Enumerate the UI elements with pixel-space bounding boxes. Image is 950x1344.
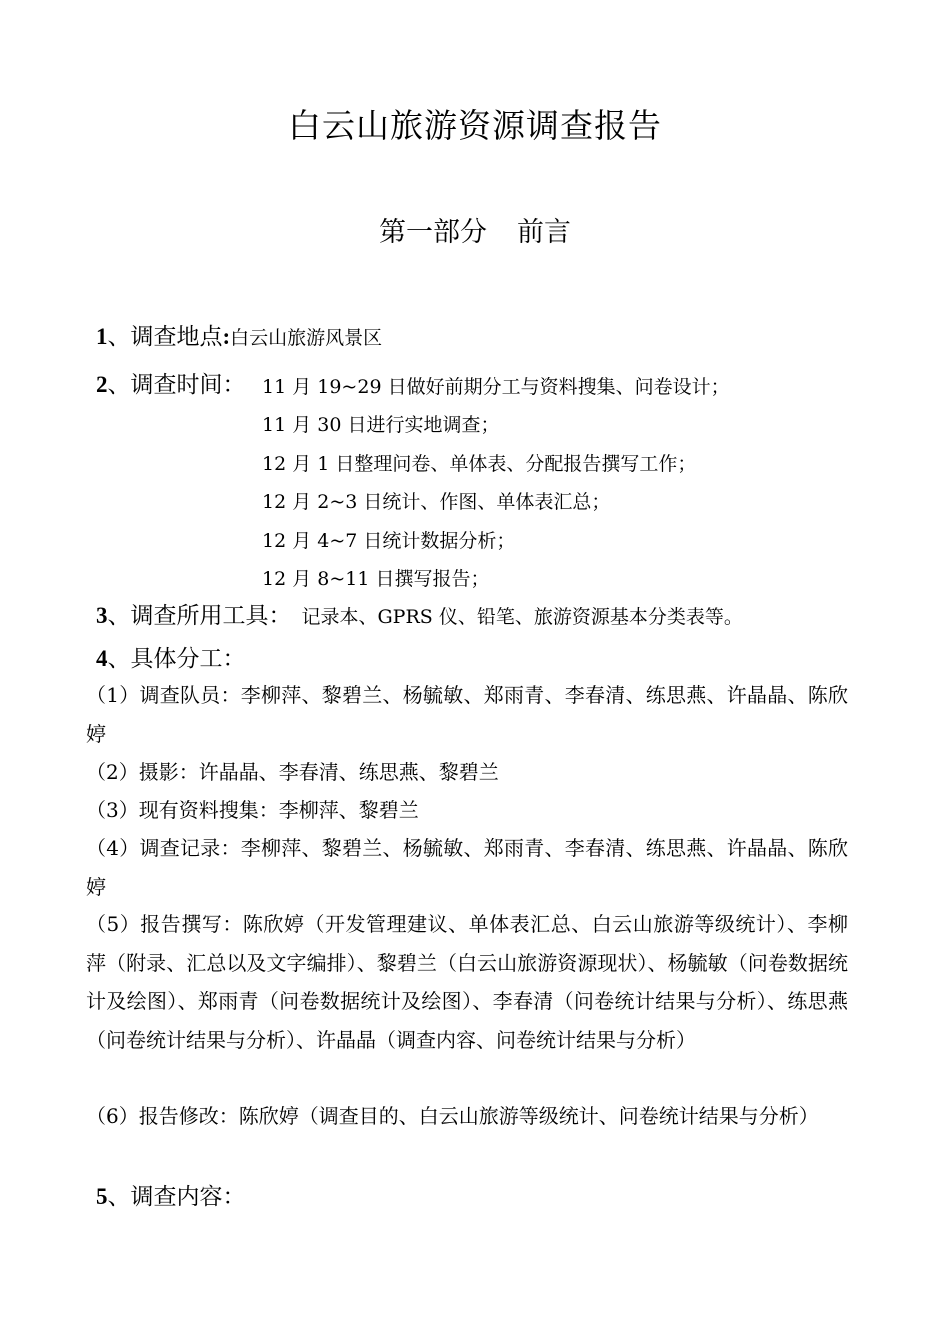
item-label: 、调查时间： [107,372,246,398]
item-number: 4 [96,646,108,671]
item-number: 3 [96,603,108,628]
division-item: （6）报告修改：陈欣婷（调查目的、白云山旅游等级统计、问卷统计结果与分析） [86,1104,819,1128]
schedule-line: 12 月 4~7 日统计数据分析； [262,530,516,552]
item-number: 2 [96,372,108,397]
item-value: 记录本、GPRS 仪、铅笔、旅游资源基本分类表等。 [301,606,743,628]
schedule-line: 11 月 30 日进行实地调查； [262,414,500,436]
division-item: （3）现有资料搜集：李柳萍、黎碧兰 [86,798,419,822]
item-label: 、调查地点 [107,324,223,350]
item-number: 5 [96,1184,108,1209]
item-value: 白云山旅游风景区 [230,327,383,349]
item-division-label [96,640,246,673]
item-colon: : [222,324,231,349]
item-label: 、调查内容： [107,1184,246,1210]
part-label: 第一部分 [379,217,487,248]
item-label: 、调查所用工具： [107,603,292,629]
item-content-label [96,1178,246,1211]
item-time-label [96,366,246,399]
item-label: 、具体分工： [107,646,246,672]
schedule-line: 12 月 2~3 日统计、作图、单体表汇总； [262,491,611,513]
item-location [96,318,382,351]
part-name: 前言 [517,217,571,248]
division-item: （2）摄影：许晶晶、李春清、练思燕、黎碧兰 [86,760,499,784]
document-title: 白云山旅游资源调查报告 [288,106,662,145]
item-number: 1 [96,324,108,349]
division-item: （1）调查队员：李柳萍、黎碧兰、杨毓敏、郑雨青、李春清、练思燕、许晶晶、陈欣婷 [86,683,848,746]
schedule-line: 12 月 8~11 日撰写报告； [262,568,490,590]
division-item: （4）调查记录：李柳萍、黎碧兰、杨毓敏、郑雨青、李春清、练思燕、许晶晶、陈欣婷 [86,836,848,899]
section-heading [0,210,950,249]
division-item: （5）报告撰写：陈欣婷（开发管理建议、单体表汇总、白云山旅游等级统计）、李柳萍（附录、汇总以及文字编排）、黎碧兰（白云山旅游资源现状）、杨毓敏（问卷数据统计及绘图）、郑雨青（问卷数据统计及绘图）、李春清（问卷统计结果与分析）、练思燕（问卷统计结果与分析）、许晶晶（调查内容、问卷统计结果与分析） [86,912,848,1052]
schedule-line: 12 月 1 日整理问卷、单体表、分配报告撰写工作； [262,453,697,475]
schedule-line: 11 月 19~29 日做好前期分工与资料搜集、问卷设计； [262,376,730,398]
item-tools [96,597,743,630]
